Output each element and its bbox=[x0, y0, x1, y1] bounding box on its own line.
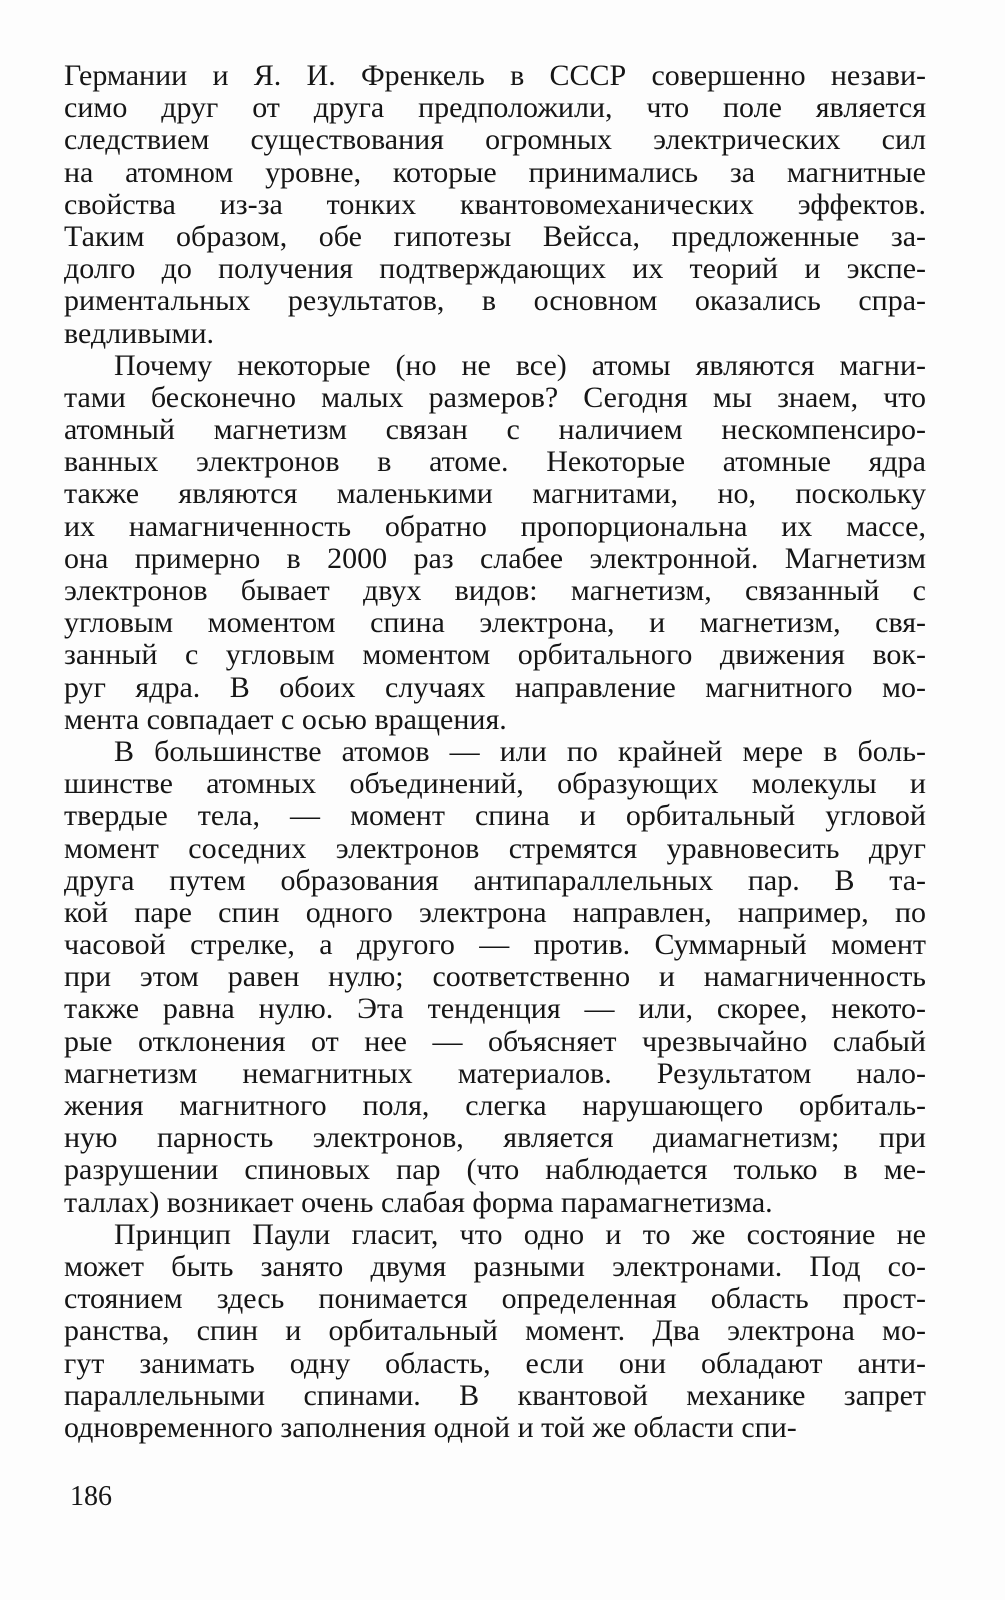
text-line: угловым моментом спина электрона, и магнетизм, свя- bbox=[64, 606, 926, 640]
text-line: тами бесконечно малых размеров? Сегодня мы знаем, что bbox=[64, 380, 926, 414]
text-line: ранства, спин и орбитальный момент. Два электрона мо- bbox=[64, 1314, 926, 1348]
text-line: разрушении спиновых пар (что наблюдается только в ме- bbox=[64, 1153, 926, 1187]
text-line: свойства из-за тонких квантовомеханических эффектов. bbox=[64, 187, 926, 221]
text-line: также равна нулю. Эта тенденция — или, скорее, некото- bbox=[64, 992, 926, 1026]
text-line: следствием существования огромных электрических сил bbox=[64, 123, 926, 157]
text-line: ванных электронов в атоме. Некоторые атомные ядра bbox=[64, 445, 926, 479]
text-line: руг ядра. В обоих случаях направление магнитного мо- bbox=[64, 670, 926, 704]
text-line: долго до получения подтверждающих их теорий и экспе- bbox=[64, 252, 926, 286]
text-line: параллельными спинами. В квантовой механике запрет bbox=[64, 1378, 926, 1412]
text-line: таллах) возникает очень слабая форма парамагнетизма. bbox=[64, 1185, 773, 1219]
text-line: Таким образом, обе гипотезы Вейсса, предложенные за- bbox=[64, 219, 926, 253]
text-line: она примерно в 2000 раз слабее электронной. Магнетизм bbox=[64, 541, 926, 575]
text-line: часовой стрелке, а другого — против. Суммарный момент bbox=[64, 928, 926, 962]
text-line: стоянием здесь понимается определенная область прост- bbox=[64, 1282, 926, 1316]
text-line: жения магнитного поля, слегка нарушающего орбиталь- bbox=[64, 1089, 926, 1122]
text-line: при этом равен нулю; соответственно и намагниченность bbox=[64, 960, 926, 994]
paragraph bbox=[64, 350, 926, 736]
text-line: занный с угловым моментом орбитального движения вок- bbox=[64, 638, 926, 672]
text-line: на атомном уровне, которые принимались за магнитные bbox=[64, 155, 926, 189]
text-line: шинстве атомных объединений, образующих молекулы и bbox=[64, 767, 926, 801]
text-line: атомный магнетизм связан с наличием нескомпенсиро- bbox=[64, 413, 926, 447]
text-line: также являются маленькими магнитами, но, поскольку bbox=[64, 477, 926, 511]
text-line: кой паре спин одного электрона направлен, например, по bbox=[64, 895, 926, 929]
text-line: ную парность электронов, является диамагнетизм; при bbox=[64, 1121, 926, 1155]
text-line: Почему некоторые (но не все) атомы являются магни- bbox=[114, 348, 926, 382]
text-line: твердые тела, — момент спина и орбитальный угловой bbox=[64, 799, 926, 833]
text-line: Германии и Я. И. Френкель в СССР совершенно незави- bbox=[64, 59, 926, 92]
text-line: гут занимать одну область, если они обладают анти- bbox=[64, 1346, 926, 1380]
page-number: 186 bbox=[70, 1481, 112, 1512]
text-line: может быть занято двумя разными электронами. Под со- bbox=[64, 1249, 926, 1283]
body-text bbox=[64, 60, 926, 1444]
text-line: электронов бывает двух видов: магнетизм, связанный с bbox=[64, 574, 926, 607]
text-line: Принцип Паули гласит, что одно и то же состояние не bbox=[114, 1217, 926, 1251]
text-line: их намагниченность обратно пропорциональна их массе, bbox=[64, 509, 926, 543]
text-line: риментальных результатов, в основном оказались спра- bbox=[64, 284, 926, 318]
text-line: друга путем образования антипараллельных пар. В та- bbox=[64, 863, 926, 897]
text-line: мента совпадает с осью вращения. bbox=[64, 702, 507, 736]
text-line: ведливыми. bbox=[64, 316, 215, 350]
paragraph bbox=[64, 60, 926, 350]
text-line: В большинстве атомов — или по крайней мере в боль- bbox=[114, 734, 926, 768]
text-line: магнетизм немагнитных материалов. Результатом нало- bbox=[64, 1056, 926, 1090]
text-line: рые отклонения от нее — объясняет чрезвычайно слабый bbox=[64, 1024, 926, 1058]
paragraph bbox=[64, 1219, 926, 1444]
text-line: момент соседних электронов стремятся уравновесить друг bbox=[64, 831, 926, 865]
text-line: симо друг от друга предположили, что поле является bbox=[64, 91, 926, 125]
text-line: одновременного заполнения одной и той же области спи- bbox=[64, 1410, 797, 1444]
paragraph bbox=[64, 736, 926, 1219]
